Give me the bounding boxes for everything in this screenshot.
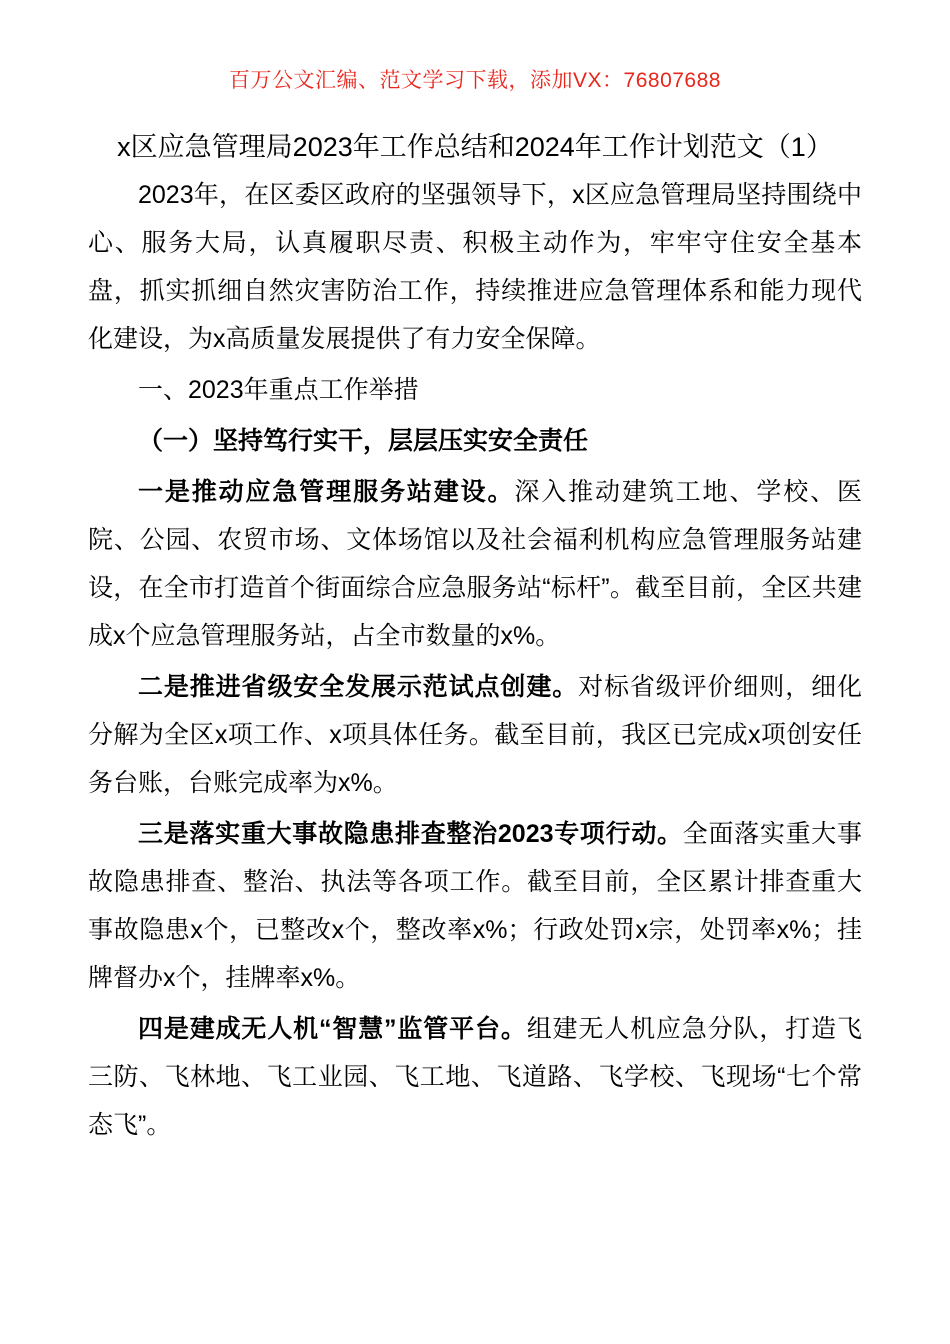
paragraph: 四是建成无人机“智慧”监管平台。组建无人机应急分队，打造飞三防、飞林地、飞工业园、飞工地、飞道路、飞学校、飞现场“七个常态飞”。 bbox=[88, 1015, 862, 1139]
paragraph-lead: 四是建成无人机“智慧”监管平台。 bbox=[138, 1015, 527, 1043]
paragraph: 一是推动应急管理服务站建设。深入推动建筑工地、学校、医院、公园、农贸市场、文体场馆以及社会福利机构应急管理服务站建设，在全市打造首个街面综合应急服务站“标杆”。截至目前，全区共建成x个应急管理服务站，占全市数量的x%。 bbox=[88, 478, 862, 650]
paragraph-lead: 二是推进省级安全发展示范试点创建。 bbox=[138, 673, 579, 701]
paragraph: 二是推进省级安全发展示范试点创建。对标省级评价细则，细化分解为全区x项工作、x项具体任务。截至目前，我区已完成x项创安任务台账，台账完成率为x%。 bbox=[88, 673, 862, 797]
heading-2: （一）坚持笃行实干，层层压实安全责任 bbox=[138, 427, 589, 455]
document-title: x区应急管理局2023年工作总结和2024年工作计划范文（1） bbox=[117, 132, 833, 162]
paragraph: 三是落实重大事故隐患排查整治2023专项行动。全面落实重大事故隐患排查、整治、执法等各项工作。截至目前，全区累计排查重大事故隐患x个，已整改x个，整改率x%；行政处罚x宗，处罚率x%；挂牌督办x个，挂牌率x%。 bbox=[88, 820, 862, 992]
paragraph: 2023年，在区委区政府的坚强领导下，x区应急管理局坚持围绕中心、服务大局，认真履职尽责、积极主动作为，牢牢守住安全基本盘，抓实抓细自然灾害防治工作，持续推进应急管理体系和能力现代化建设，为x高质量发展提供了有力安全保障。 bbox=[88, 181, 862, 353]
watermark-banner: 百万公文汇编、范文学习下载，添加VX：76807688 bbox=[229, 69, 721, 92]
heading-1: 一、2023年重点工作举措 bbox=[138, 376, 419, 404]
paragraph-lead: 三是落实重大事故隐患排查整治2023专项行动。 bbox=[138, 820, 683, 848]
paragraph-lead: 一是推动应急管理服务站建设。 bbox=[138, 478, 515, 506]
document-body bbox=[88, 171, 862, 1149]
